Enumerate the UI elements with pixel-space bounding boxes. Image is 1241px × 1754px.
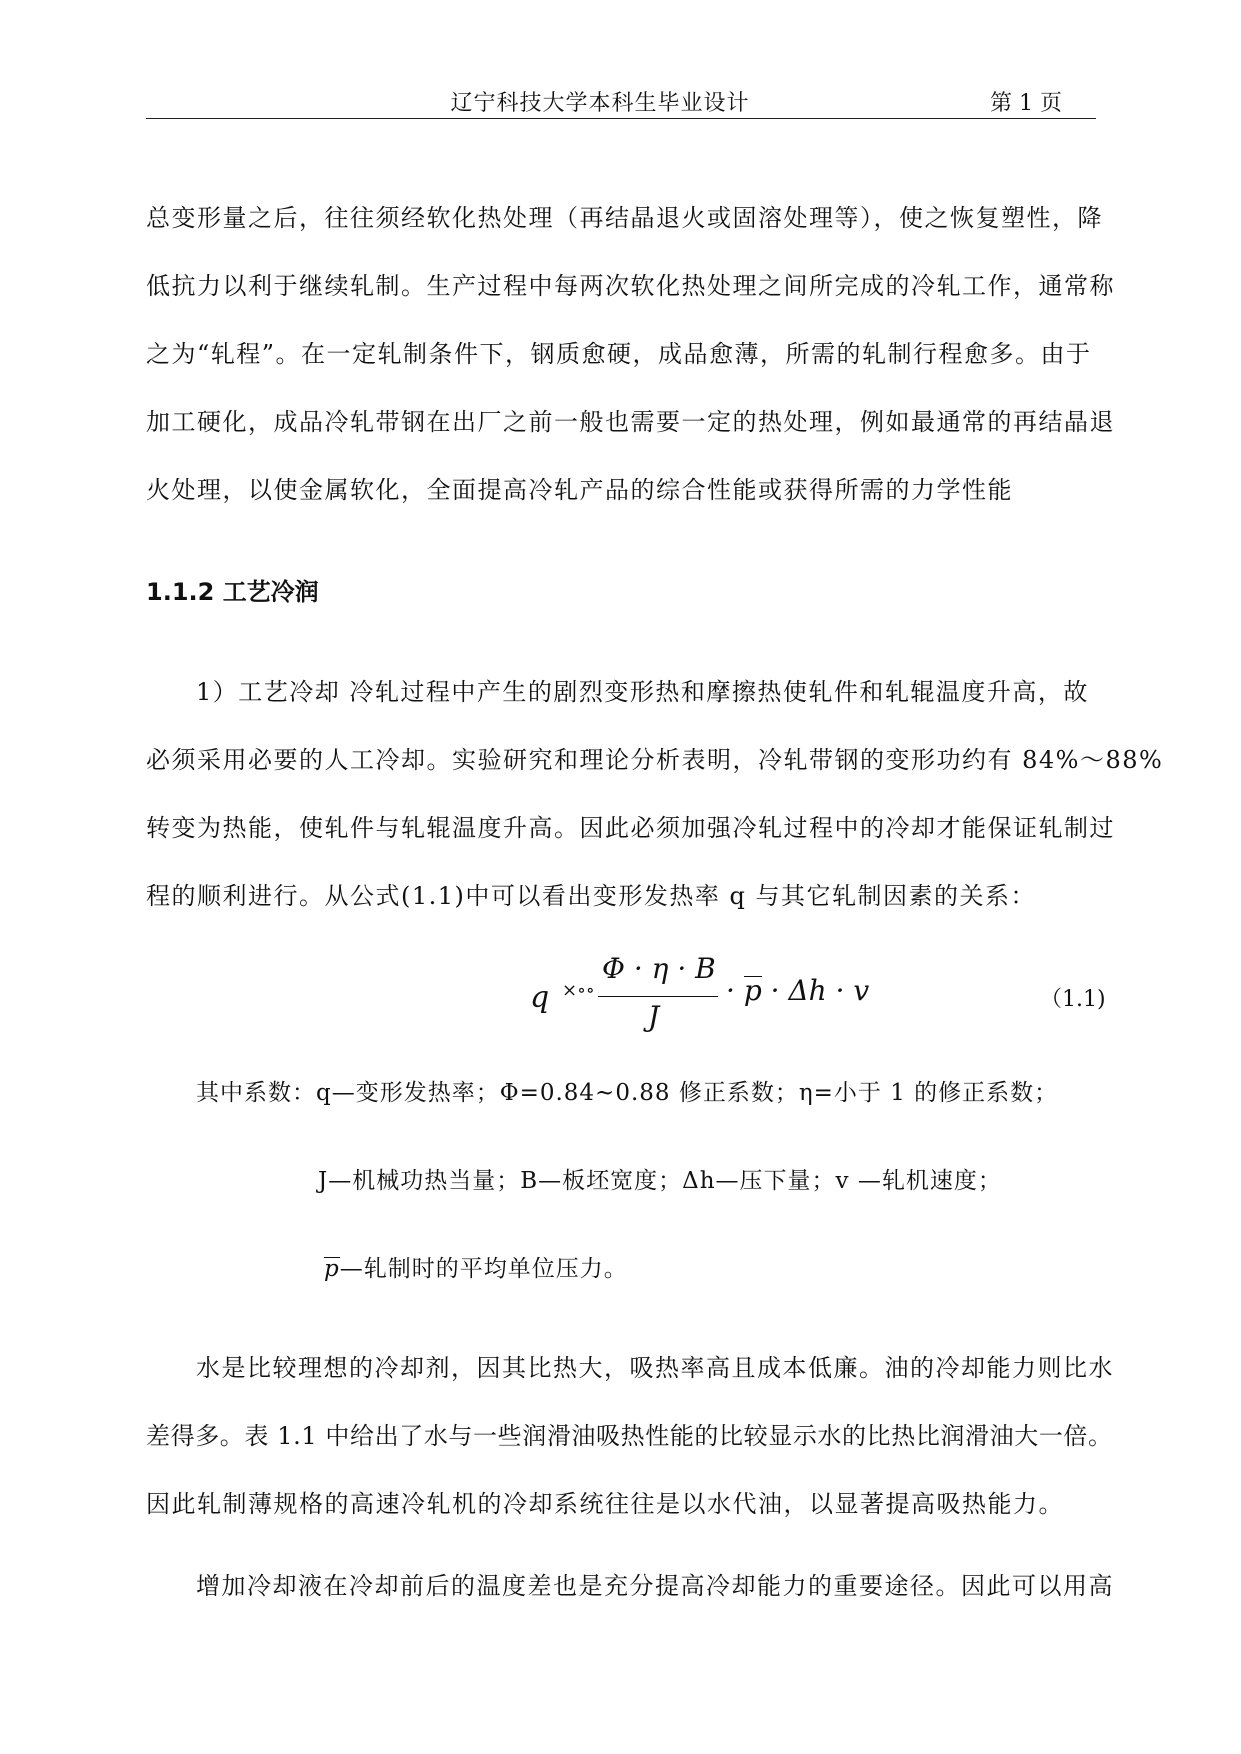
paragraph-line: 必须采用必要的人工冷却。实验研究和理论分析表明，冷轧带钢的变形功约有 84%～88% xyxy=(146,746,1164,774)
p-bar-symbol: p xyxy=(324,1256,340,1282)
formula-dot: · xyxy=(726,974,735,1007)
paragraph-line: 加工硬化，成品冷轧带钢在出厂之前一般也需要一定的热处理，例如最通常的再结晶退 xyxy=(146,408,1115,436)
paragraph-line: 程的顺利进行。从公式(1.1)中可以看出变形发热率 q 与其它轧制因素的关系： xyxy=(146,882,1037,910)
paragraph-line: 低抗力以利于继续轧制。生产过程中每两次软化热处理之间所完成的冷轧工作，通常称 xyxy=(146,272,1115,300)
formula-suffix: · Δh · v xyxy=(770,974,870,1007)
p-bar-definition: —轧制时的平均单位压力。 xyxy=(339,1256,628,1282)
formula-numerator: Φ · η · B xyxy=(602,952,716,985)
variable-definitions-line: J—机械功热当量；B—板坯宽度；Δh—压下量；v —轧机速度； xyxy=(318,1168,1002,1194)
paragraph-line: 水是比较理想的冷却剂，因其比热大，吸热率高且成本低廉。油的冷却能力则比水 xyxy=(196,1354,1114,1382)
paragraph-line: 因此轧制薄规格的高速冷轧机的冷却系统往往是以水代油，以显著提高吸热能力。 xyxy=(146,1490,1064,1518)
paragraph-line: 转变为热能，使轧件与轧辊温度升高。因此必须加强冷轧过程中的冷却才能保证轧制过 xyxy=(146,814,1115,842)
paragraph-line: 增加冷却液在冷却前后的温度差也是充分提高冷却能力的重要途径。因此可以用高 xyxy=(196,1572,1114,1600)
section-heading: 1.1.2 工艺冷润 xyxy=(146,578,319,606)
formula-p-bar: p xyxy=(743,974,762,1007)
paragraph-line: 之为“轧程”。在一定轧制条件下，钢质愈硬，成品愈薄，所需的轧制行程愈多。由于 xyxy=(146,340,1092,368)
variable-definitions-line xyxy=(324,1250,628,1283)
paragraph-line: 1）工艺冷却 冷轧过程中产生的剧烈变形热和摩擦热使轧件和轧辊温度升高，故 xyxy=(196,678,1089,706)
paragraph-line: 火处理，以使金属软化，全面提高冷轧产品的综合性能或获得所需的力学性能 xyxy=(146,476,1013,504)
header-divider xyxy=(146,118,1096,119)
formula-lhs: q xyxy=(530,980,550,1015)
page-number: 第 1 页 xyxy=(990,91,1062,116)
paragraph-line: 总变形量之后，往往须经软化热处理（再结晶退火或固溶处理等），使之恢复塑性，降 xyxy=(146,204,1103,232)
formula-relation-symbol: ×∘∘ xyxy=(562,980,595,1001)
header-title: 辽宁科技大学本科生毕业设计 xyxy=(450,91,750,116)
paragraph-line: 差得多。表 1.1 中给出了水与一些润滑油吸热性能的比较显示水的比热比润滑油大一倍。 xyxy=(146,1422,1113,1450)
fraction-bar xyxy=(598,996,718,997)
variable-definitions-line: 其中系数：q—变形发热率；Φ=0.84~0.88 修正系数；η=小于 1 的修正系数； xyxy=(196,1080,1059,1106)
equation-1-1 xyxy=(530,950,870,1050)
equation-number: （1.1) xyxy=(1040,987,1106,1012)
formula-rest xyxy=(726,974,869,1007)
formula-denominator: J xyxy=(648,1000,660,1033)
